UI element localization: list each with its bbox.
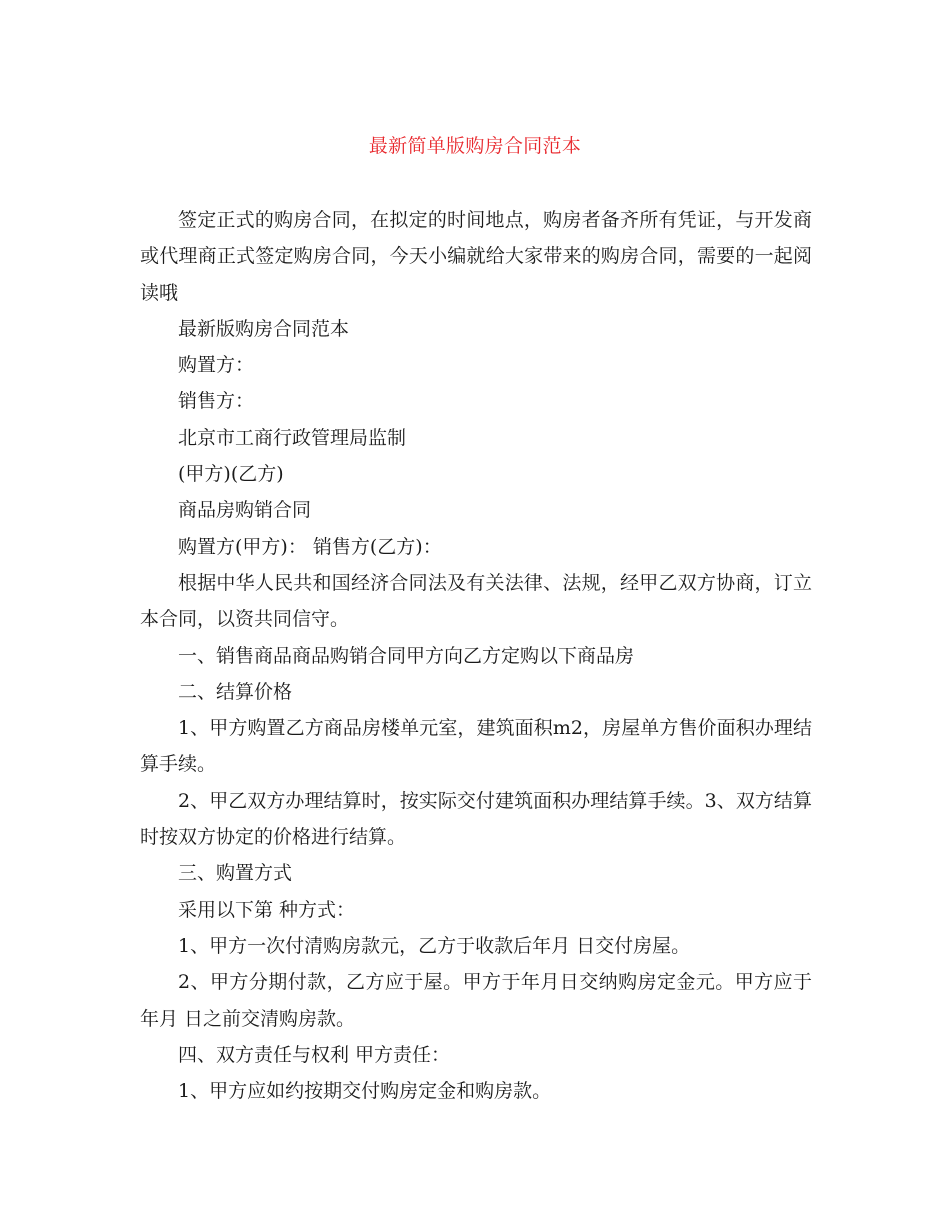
section-heading-4: 四、双方责任与权利 甲方责任： (178, 1043, 451, 1066)
paragraph-legal-basis: 根据中华人民共和国经济合同法及有关法律、法规，经甲乙双方协商，订立本合同，以资共同信守。 (140, 571, 812, 631)
paragraph-contract-name: 商品房购销合同 (178, 499, 312, 522)
paragraph-intro: 签定正式的购房合同，在拟定的时间地点，购房者备齐所有凭证，与开发商或代理商正式签定购房合同，今天小编就给大家带来的购房合同，需要的一起阅读哦 (140, 209, 812, 304)
clause-2-2: 2、甲乙双方办理结算时，按实际交付建筑面积办理结算手续。3、双方结算时按双方协定的价格进行结算。 (140, 789, 812, 849)
paragraph-subtitle: 最新版购房合同范本 (178, 317, 350, 340)
section-heading-2: 二、结算价格 (178, 680, 293, 703)
clause-3-intro: 采用以下第 种方式： (178, 898, 356, 921)
document-title: 最新简单版购房合同范本 (368, 135, 582, 157)
document-body (140, 202, 819, 1109)
paragraph-parties: (甲方)(乙方) (178, 463, 284, 486)
section-heading-3: 三、购置方式 (178, 862, 293, 885)
clause-3-2: 2、甲方分期付款，乙方应于屋。甲方于年月日交纳购房定金元。甲方应于 年月 日之前交清购房款。 (140, 971, 819, 1030)
clause-4-1: 1、甲方应如约按期交付购房定金和购房款。 (178, 1080, 552, 1103)
paragraph-buyer-seller: 购置方(甲方)： 销售方(乙方)： (178, 535, 442, 558)
paragraph-supervisor: 北京市工商行政管理局监制 (178, 426, 407, 449)
clause-3-1: 1、甲方一次付清购房款元，乙方于收款后年月 日交付房屋。 (178, 934, 691, 957)
section-heading-1: 一、销售商品商品购销合同甲方向乙方定购以下商品房 (178, 644, 635, 667)
clause-2-1: 1、甲方购置乙方商品房楼单元室，建筑面积m2，房屋单方售价面积办理结算手续。 (140, 717, 812, 776)
paragraph-buyer: 购置方： (178, 354, 255, 377)
paragraph-seller: 销售方： (178, 390, 255, 413)
